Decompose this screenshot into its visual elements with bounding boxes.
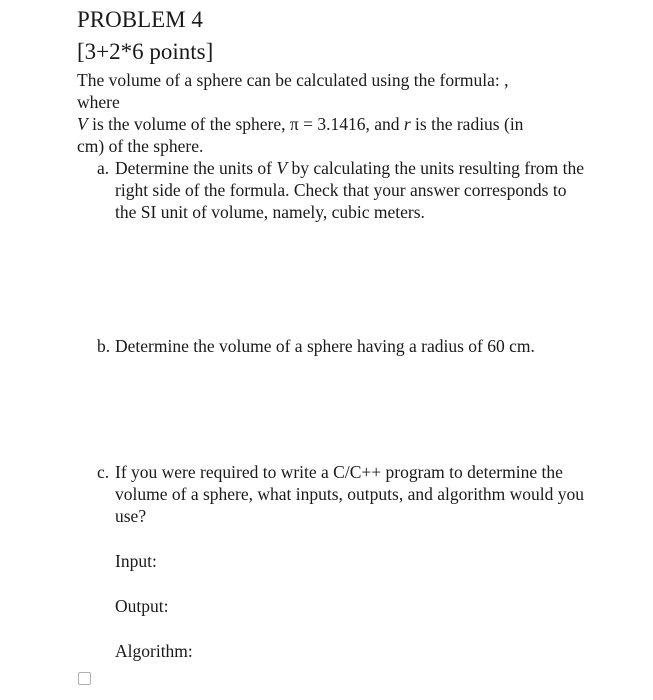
part-a-text-2: by calculating the units resulting from the right side of the formula. Check that your answer corresponds to the SI unit of volume, namely, cubic meters.	[115, 158, 585, 222]
intro-line-3	[77, 113, 617, 135]
intro-line-4: cm) of the sphere.	[77, 136, 204, 156]
intro-line-3-end: is the radius (in	[410, 114, 524, 134]
input-label: Input:	[115, 551, 157, 571]
part-b-label: b.	[97, 336, 111, 356]
problem-document	[77, 6, 617, 662]
intro-line-2: where	[77, 92, 120, 112]
problem-title: PROBLEM 4	[77, 7, 203, 32]
problem-intro	[77, 69, 617, 157]
part-c-label: c.	[97, 462, 110, 482]
part-a-var-v: V	[276, 158, 288, 178]
part-a	[77, 157, 585, 223]
checkbox-icon[interactable]	[78, 672, 91, 685]
algorithm-label: Algorithm:	[115, 641, 193, 661]
intro-line-1: The volume of a sphere can be calculated using the formula: ,	[77, 70, 509, 90]
var-v: V	[77, 114, 88, 134]
var-r: r	[403, 114, 411, 134]
part-c	[77, 461, 585, 527]
part-a-label: a.	[97, 158, 110, 178]
part-b	[77, 335, 635, 357]
part-c-text: If you were required to write a C/C++ program to determine the volume of a sphere, what inputs, outputs, and algorithm would you use?	[115, 462, 585, 526]
intro-line-3-text: is the volume of the sphere, π = 3.1416, and	[87, 114, 404, 134]
output-label: Output:	[115, 596, 169, 616]
part-b-text: Determine the volume of a sphere having a radius of 60 cm.	[115, 336, 535, 356]
problem-points: [3+2*6 points]	[77, 39, 214, 64]
part-a-text-1: Determine the units of	[115, 158, 277, 178]
